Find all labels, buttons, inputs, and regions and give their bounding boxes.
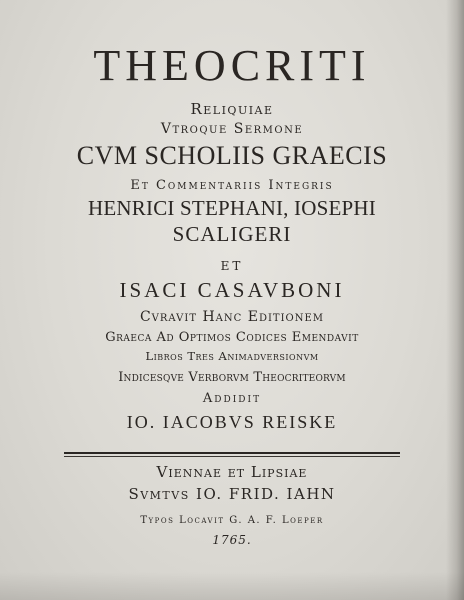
book-title: THEOCRITI	[93, 41, 371, 90]
line-addidit: Addidit	[202, 391, 262, 406]
line-curavit: Cvravit Hanc Editionem	[139, 309, 325, 325]
line-reliquiae: Reliquiae	[190, 100, 274, 118]
imprint-year: 1765.	[212, 533, 252, 547]
author-name: IO. IACOBVS REISKE	[126, 412, 338, 432]
divider-rule-thin	[64, 456, 400, 457]
imprint-publisher: Svmtvs IO. FRID. IAHN	[128, 485, 336, 503]
line-et: ET	[220, 259, 244, 273]
imprint-printer: Typos Locavit G. A. F. Loeper	[140, 515, 324, 526]
line-scaligeri: SCALIGERI	[172, 222, 292, 246]
line-graeca-emendavit: Graeca Ad Optimos Codices Emendavit	[105, 330, 359, 345]
line-isaci-casauboni: ISACI CASAVBONI	[119, 278, 345, 302]
line-henrici-stephani: HENRICI STEPHANI, IOSEPHI	[88, 196, 376, 220]
imprint-place: Viennae et Lipsiae	[156, 463, 308, 481]
line-utroque-sermone: Vtroque Sermone	[160, 121, 304, 137]
line-libros-tres: Libros Tres Animadversionvm	[145, 349, 319, 363]
page-edge-shadow-bottom	[0, 572, 464, 600]
line-et-commentariis-integris: Et Commentariis Integris	[130, 178, 334, 193]
line-cum-scholiis-graecis: CVM SCHOLIIS GRAECIS	[76, 141, 388, 170]
line-indicesque: Indicesqve Verborvm Theocriteorvm	[118, 370, 346, 385]
divider-rule-thick	[64, 452, 400, 454]
